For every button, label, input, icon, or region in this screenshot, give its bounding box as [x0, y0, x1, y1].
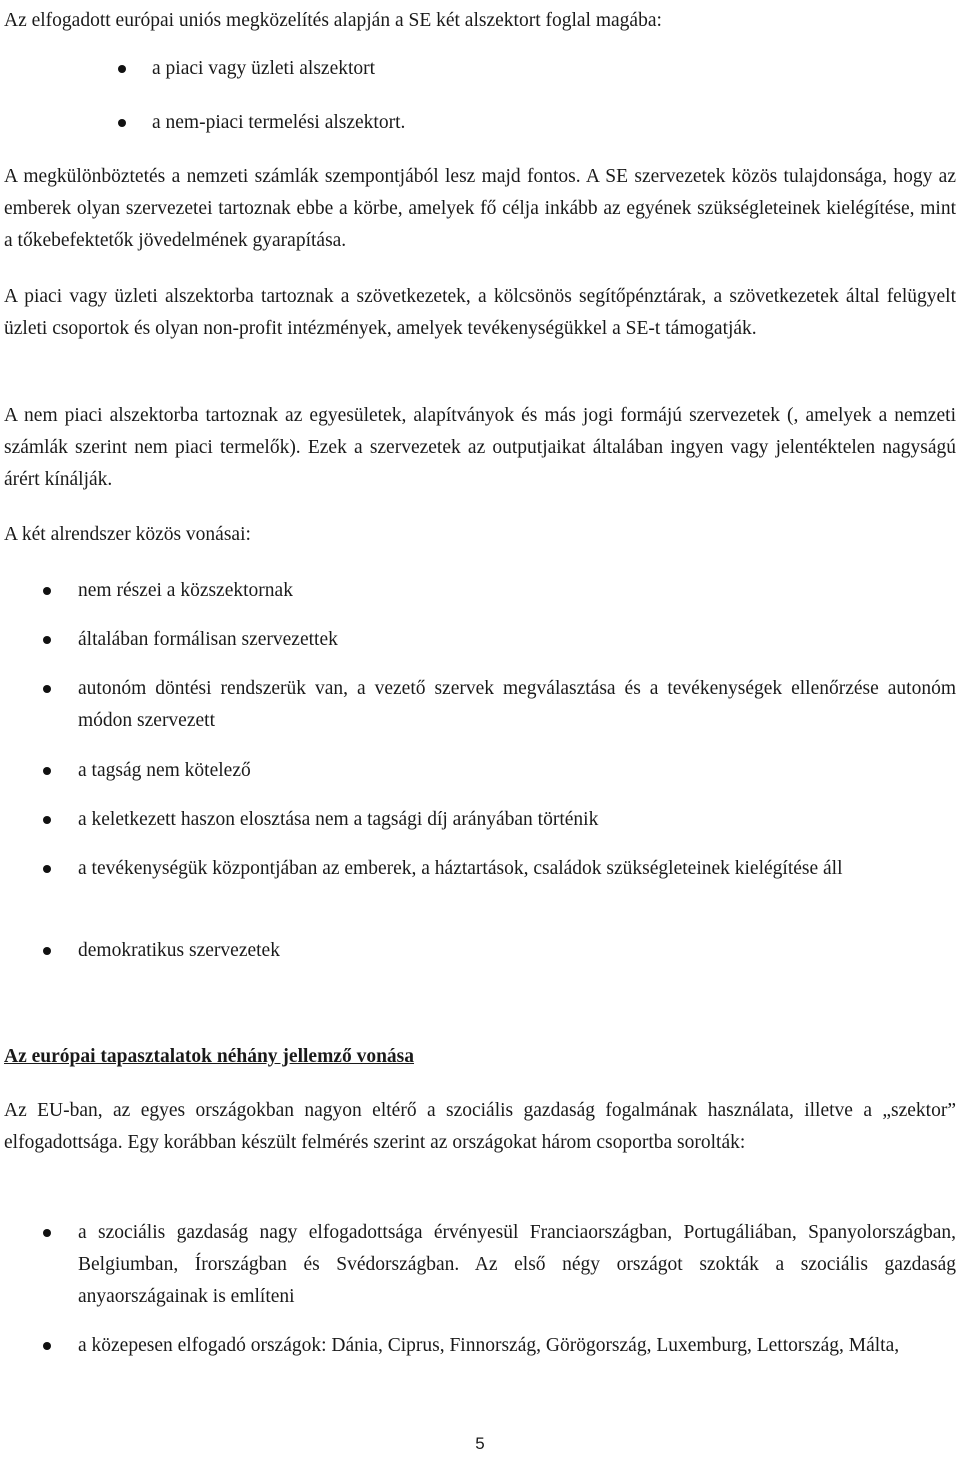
- distinction-paragraph: A megkülönböztetés a nemzeti számlák szempontjából lesz majd fontos. A SE szervezetek közös tulajdonsága, hogy az emberek olyan szervezetei tartoznak ebbe a körbe, amelyek fő célja inkább az egyének szükségleteinek kielégítése, mint a tőkebefektetők jövedelmének gyarapítása.: [4, 166, 956, 251]
- list-item: demokratikus szervezetek: [78, 935, 956, 967]
- list-item: a tagság nem kötelező: [78, 755, 956, 804]
- list-item: általában formálisan szervezettek: [78, 624, 956, 673]
- market-subsector-paragraph: A piaci vagy üzleti alszektorba tartoznak a szövetkezetek, a kölcsönös segítőpénztárak, a szövetkezetek által felügyelt üzleti csoportok és olyan non-profit intézmények, amelyek tevékenységükkel a SE-t támogatják.: [4, 286, 956, 339]
- bullet-icon: [43, 685, 51, 693]
- list-item: a szociális gazdaság nagy elfogadottsága érvényesül Franciaországban, Portugáliában, Spanyolországban, Belgiumban, Írországban és Svédországban. Az első négy országot szokták a szociális gazdaság anyaországainak is említeni: [78, 1217, 956, 1330]
- common-features-intro: A két alrendszer közös vonásai:: [4, 524, 251, 545]
- bullet-icon: [118, 65, 126, 73]
- list-item: a tevékenységük központjában az emberek, a háztartások, családok szükségleteinek kielégítése áll: [78, 853, 956, 935]
- list-item: autonóm döntési rendszerük van, a vezető szervek megválasztása és a tevékenységek ellenőrzése autonóm módon szervezett: [78, 673, 956, 755]
- bullet-icon: [43, 816, 51, 824]
- section-heading: Az európai tapasztalatok néhány jellemző vonása: [4, 1046, 415, 1067]
- bullet-icon: [43, 1229, 51, 1237]
- list-item: nem részei a közszektornak: [78, 575, 956, 624]
- country-groups-list: [78, 1217, 956, 1362]
- bullet-icon: [43, 636, 51, 644]
- list-item: a keletkezett haszon elosztása nem a tagsági díj arányában történik: [78, 804, 956, 853]
- bullet-icon: [43, 767, 51, 775]
- page-number: 5: [475, 1434, 485, 1453]
- nonmarket-subsector-paragraph: A nem piaci alszektorba tartoznak az egyesületek, alapítványok és más jogi formájú szervezetek (, amelyek a nemzeti számlák szerint nem piaci termelők). Ezek a szervezetek az outputjaikat általában ingyen vagy jelentéktelen nagyságú árért kínálják.: [4, 405, 956, 490]
- bullet-icon: [43, 947, 51, 955]
- bullet-icon: [43, 1342, 51, 1350]
- list-item: [152, 53, 956, 107]
- subsector-list: [152, 53, 956, 139]
- common-features-list: [78, 575, 956, 967]
- list-item: a közepesen elfogadó országok: Dánia, Ciprus, Finnország, Görögország, Luxemburg, Lettország, Málta,: [78, 1330, 956, 1362]
- subsector-item-label: a piaci vagy üzleti alszektort: [152, 58, 376, 79]
- bullet-icon: [43, 865, 51, 873]
- list-item: [152, 107, 956, 139]
- subsector-item-label: a nem-piaci termelési alszektort.: [152, 112, 406, 133]
- bullet-icon: [43, 587, 51, 595]
- intro-paragraph: Az elfogadott európai uniós megközelítés alapján a SE két alszektort foglal magába:: [4, 10, 662, 31]
- section-paragraph: Az EU-ban, az egyes országokban nagyon eltérő a szociális gazdaság fogalmának használata, illetve a „szektor” elfogadottsága. Egy korábban készült felmérés szerint az országokat három csoportba sorolták:: [4, 1100, 956, 1153]
- bullet-icon: [118, 119, 126, 127]
